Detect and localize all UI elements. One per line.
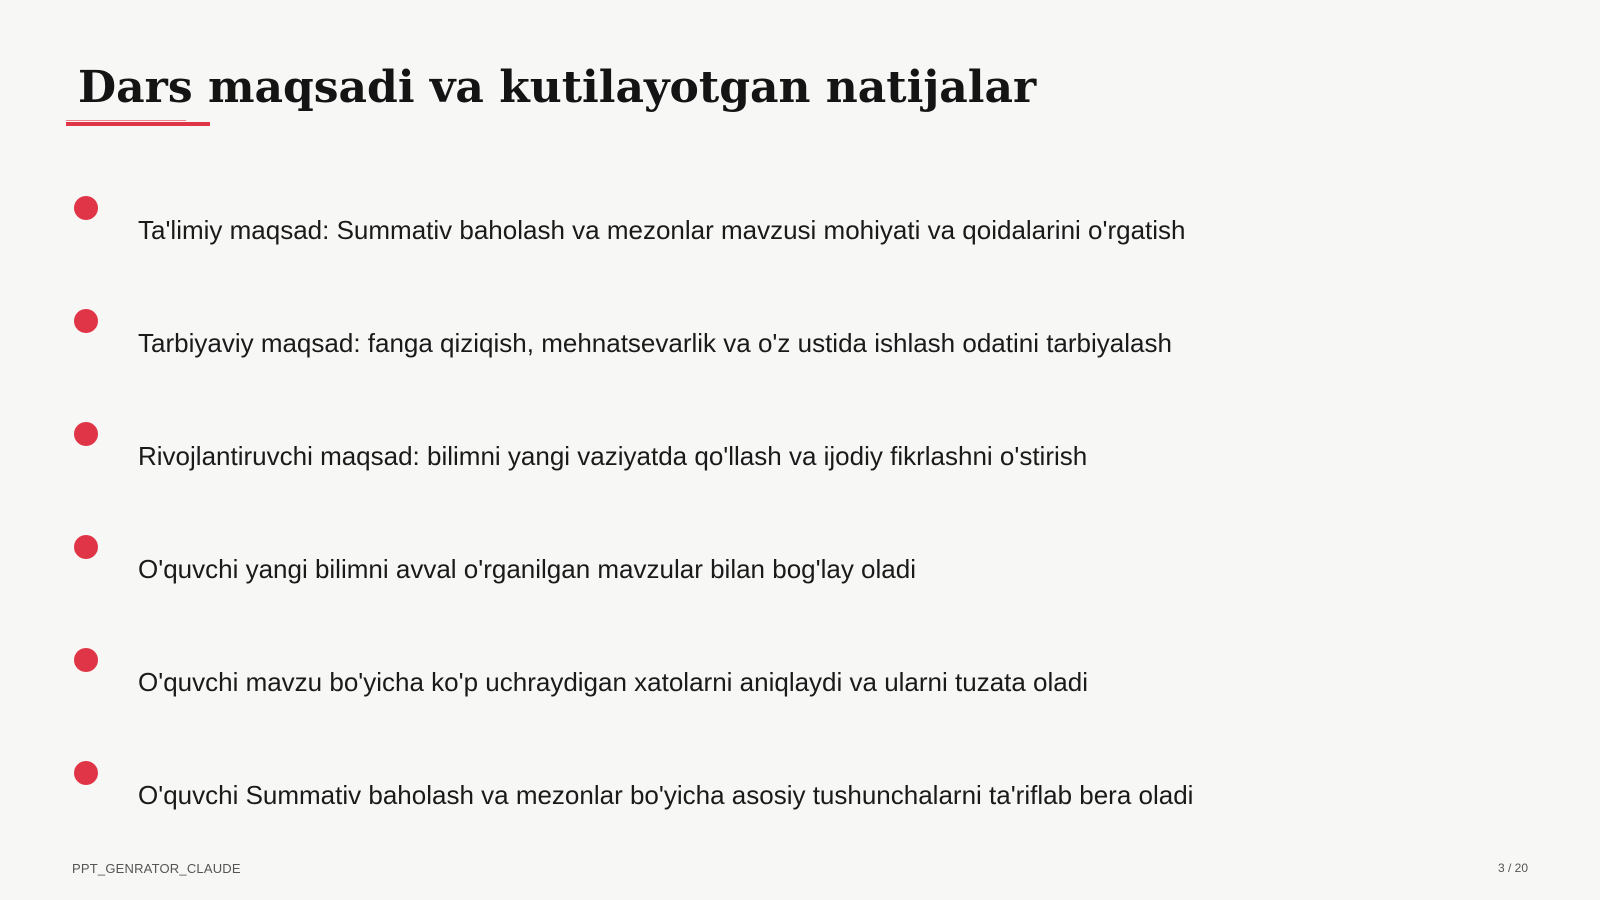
bullet-dot-icon	[74, 309, 98, 333]
objective-text: O'quvchi mavzu bo'yicha ko'p uchraydigan xatolarni aniqlaydi va ularni tuzata oladi	[138, 667, 1088, 697]
footer-brand: PPT_GENRATOR_CLAUDE	[72, 861, 241, 876]
objective-text: Tarbiyaviy maqsad: fanga qiziqish, mehnatsevarlik va o'z ustida ishlash odatini tarbiyalash	[138, 328, 1172, 358]
objective-text: Rivojlantiruvchi maqsad: bilimni yangi vaziyatda qo'llash va ijodiy fikrlashni o'stirish	[138, 441, 1088, 471]
objective-item	[0, 648, 1600, 728]
slide-title: Dars maqsadi va kutilayotgan natijalar	[78, 62, 1037, 113]
bullet-dot-icon	[74, 535, 98, 559]
objective-text: O'quvchi Summativ baholash va mezonlar bo'yicha asosiy tushunchalarni ta'riflab bera oladi	[138, 780, 1194, 810]
objective-item	[0, 535, 1600, 615]
objective-item	[0, 196, 1600, 276]
bullet-dot-icon	[74, 422, 98, 446]
page-indicator: 3 / 20	[1497, 861, 1528, 875]
bullet-dot-icon	[74, 761, 98, 785]
objective-item	[0, 761, 1600, 841]
bullet-dot-icon	[74, 648, 98, 672]
objective-item	[0, 422, 1600, 502]
bullet-dot-icon	[74, 196, 98, 220]
objective-text: O'quvchi yangi bilimni avval o'rganilgan mavzular bilan bog'lay oladi	[138, 554, 916, 584]
objective-text: Ta'limiy maqsad: Summativ baholash va mezonlar mavzusi mohiyati va qoidalarini o'rgatish	[138, 215, 1186, 245]
objective-item	[0, 309, 1600, 389]
